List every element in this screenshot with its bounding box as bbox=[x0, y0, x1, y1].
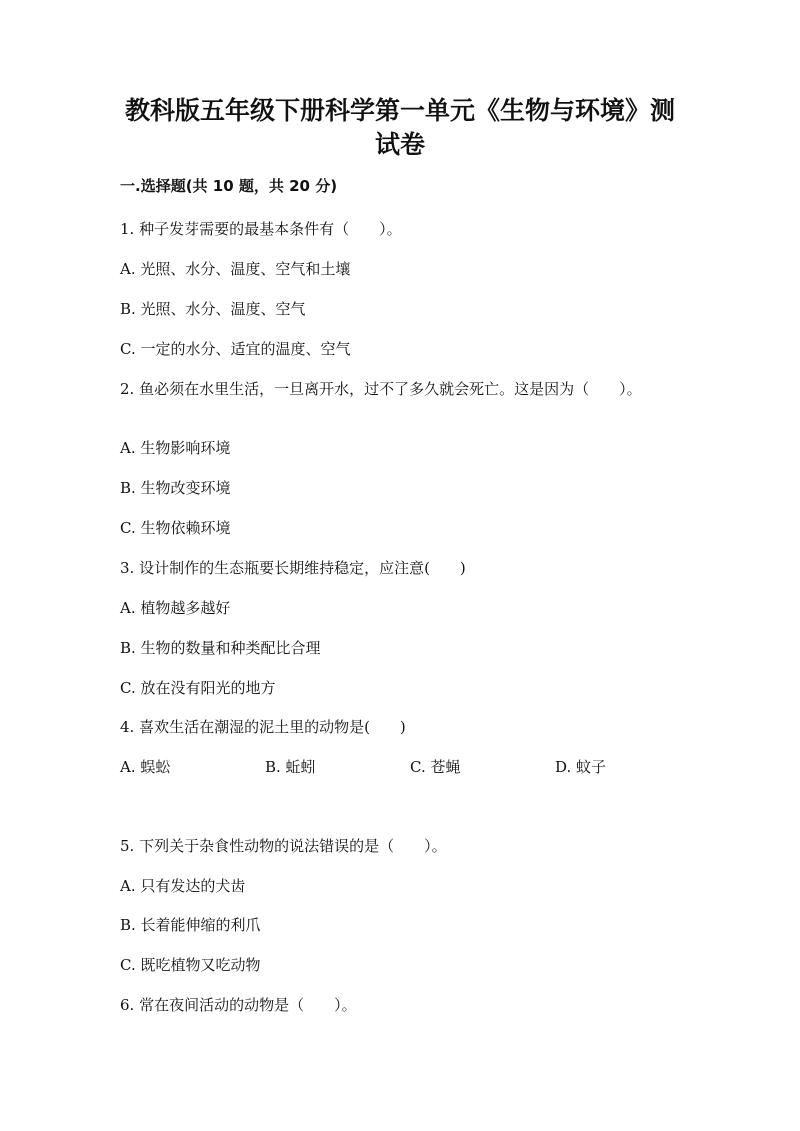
title-line-2: 试卷 bbox=[374, 130, 425, 159]
question-6-stem: 6. 常在夜间活动的动物是（ ）。 bbox=[120, 996, 357, 1014]
question-1-option-b: B. 光照、水分、温度、空气 bbox=[120, 300, 306, 318]
question-4-option-b: B. 蚯蚓 bbox=[265, 758, 316, 776]
question-1-option-c: C. 一定的水分、适宜的温度、空气 bbox=[120, 340, 351, 358]
question-1-stem: 1. 种子发芽需要的最基本条件有（ ）。 bbox=[120, 220, 402, 238]
question-2-option-c: C. 生物依赖环境 bbox=[120, 519, 231, 537]
question-3-stem: 3. 设计制作的生态瓶要长期维持稳定，应注意( ) bbox=[120, 559, 466, 577]
page-title bbox=[80, 94, 720, 162]
question-5-option-c: C. 既吃植物又吃动物 bbox=[120, 956, 261, 974]
question-5-stem: 5. 下列关于杂食性动物的说法错误的是（ ）。 bbox=[120, 837, 447, 855]
question-4-option-d: D. 蚊子 bbox=[555, 758, 607, 776]
question-2-option-a: A. 生物影响环境 bbox=[120, 439, 231, 457]
question-3-option-a: A. 植物越多越好 bbox=[120, 599, 231, 617]
question-5-option-b: B. 长着能伸缩的利爪 bbox=[120, 916, 261, 934]
question-2-option-b: B. 生物改变环境 bbox=[120, 479, 231, 497]
question-4-stem: 4. 喜欢生活在潮湿的泥土里的动物是( ) bbox=[120, 718, 406, 736]
question-4-option-c: C. 苍蝇 bbox=[410, 758, 461, 776]
question-2-stem: 2. 鱼必须在水里生活，一旦离开水，过不了多久就会死亡。这是因为（ ）。 bbox=[120, 380, 642, 398]
question-5-option-a: A. 只有发达的犬齿 bbox=[120, 877, 246, 895]
question-3-option-c: C. 放在没有阳光的地方 bbox=[120, 679, 276, 697]
section-heading: 一.选择题(共 10 题，共 20 分) bbox=[120, 177, 338, 195]
title-line-1: 教科版五年级下册科学第一单元《生物与环境》测 bbox=[124, 96, 675, 125]
question-3-option-b: B. 生物的数量和种类配比合理 bbox=[120, 639, 321, 657]
question-1-option-a: A. 光照、水分、温度、空气和土壤 bbox=[120, 260, 351, 278]
question-4-option-a: A. 蜈蚣 bbox=[120, 758, 171, 776]
